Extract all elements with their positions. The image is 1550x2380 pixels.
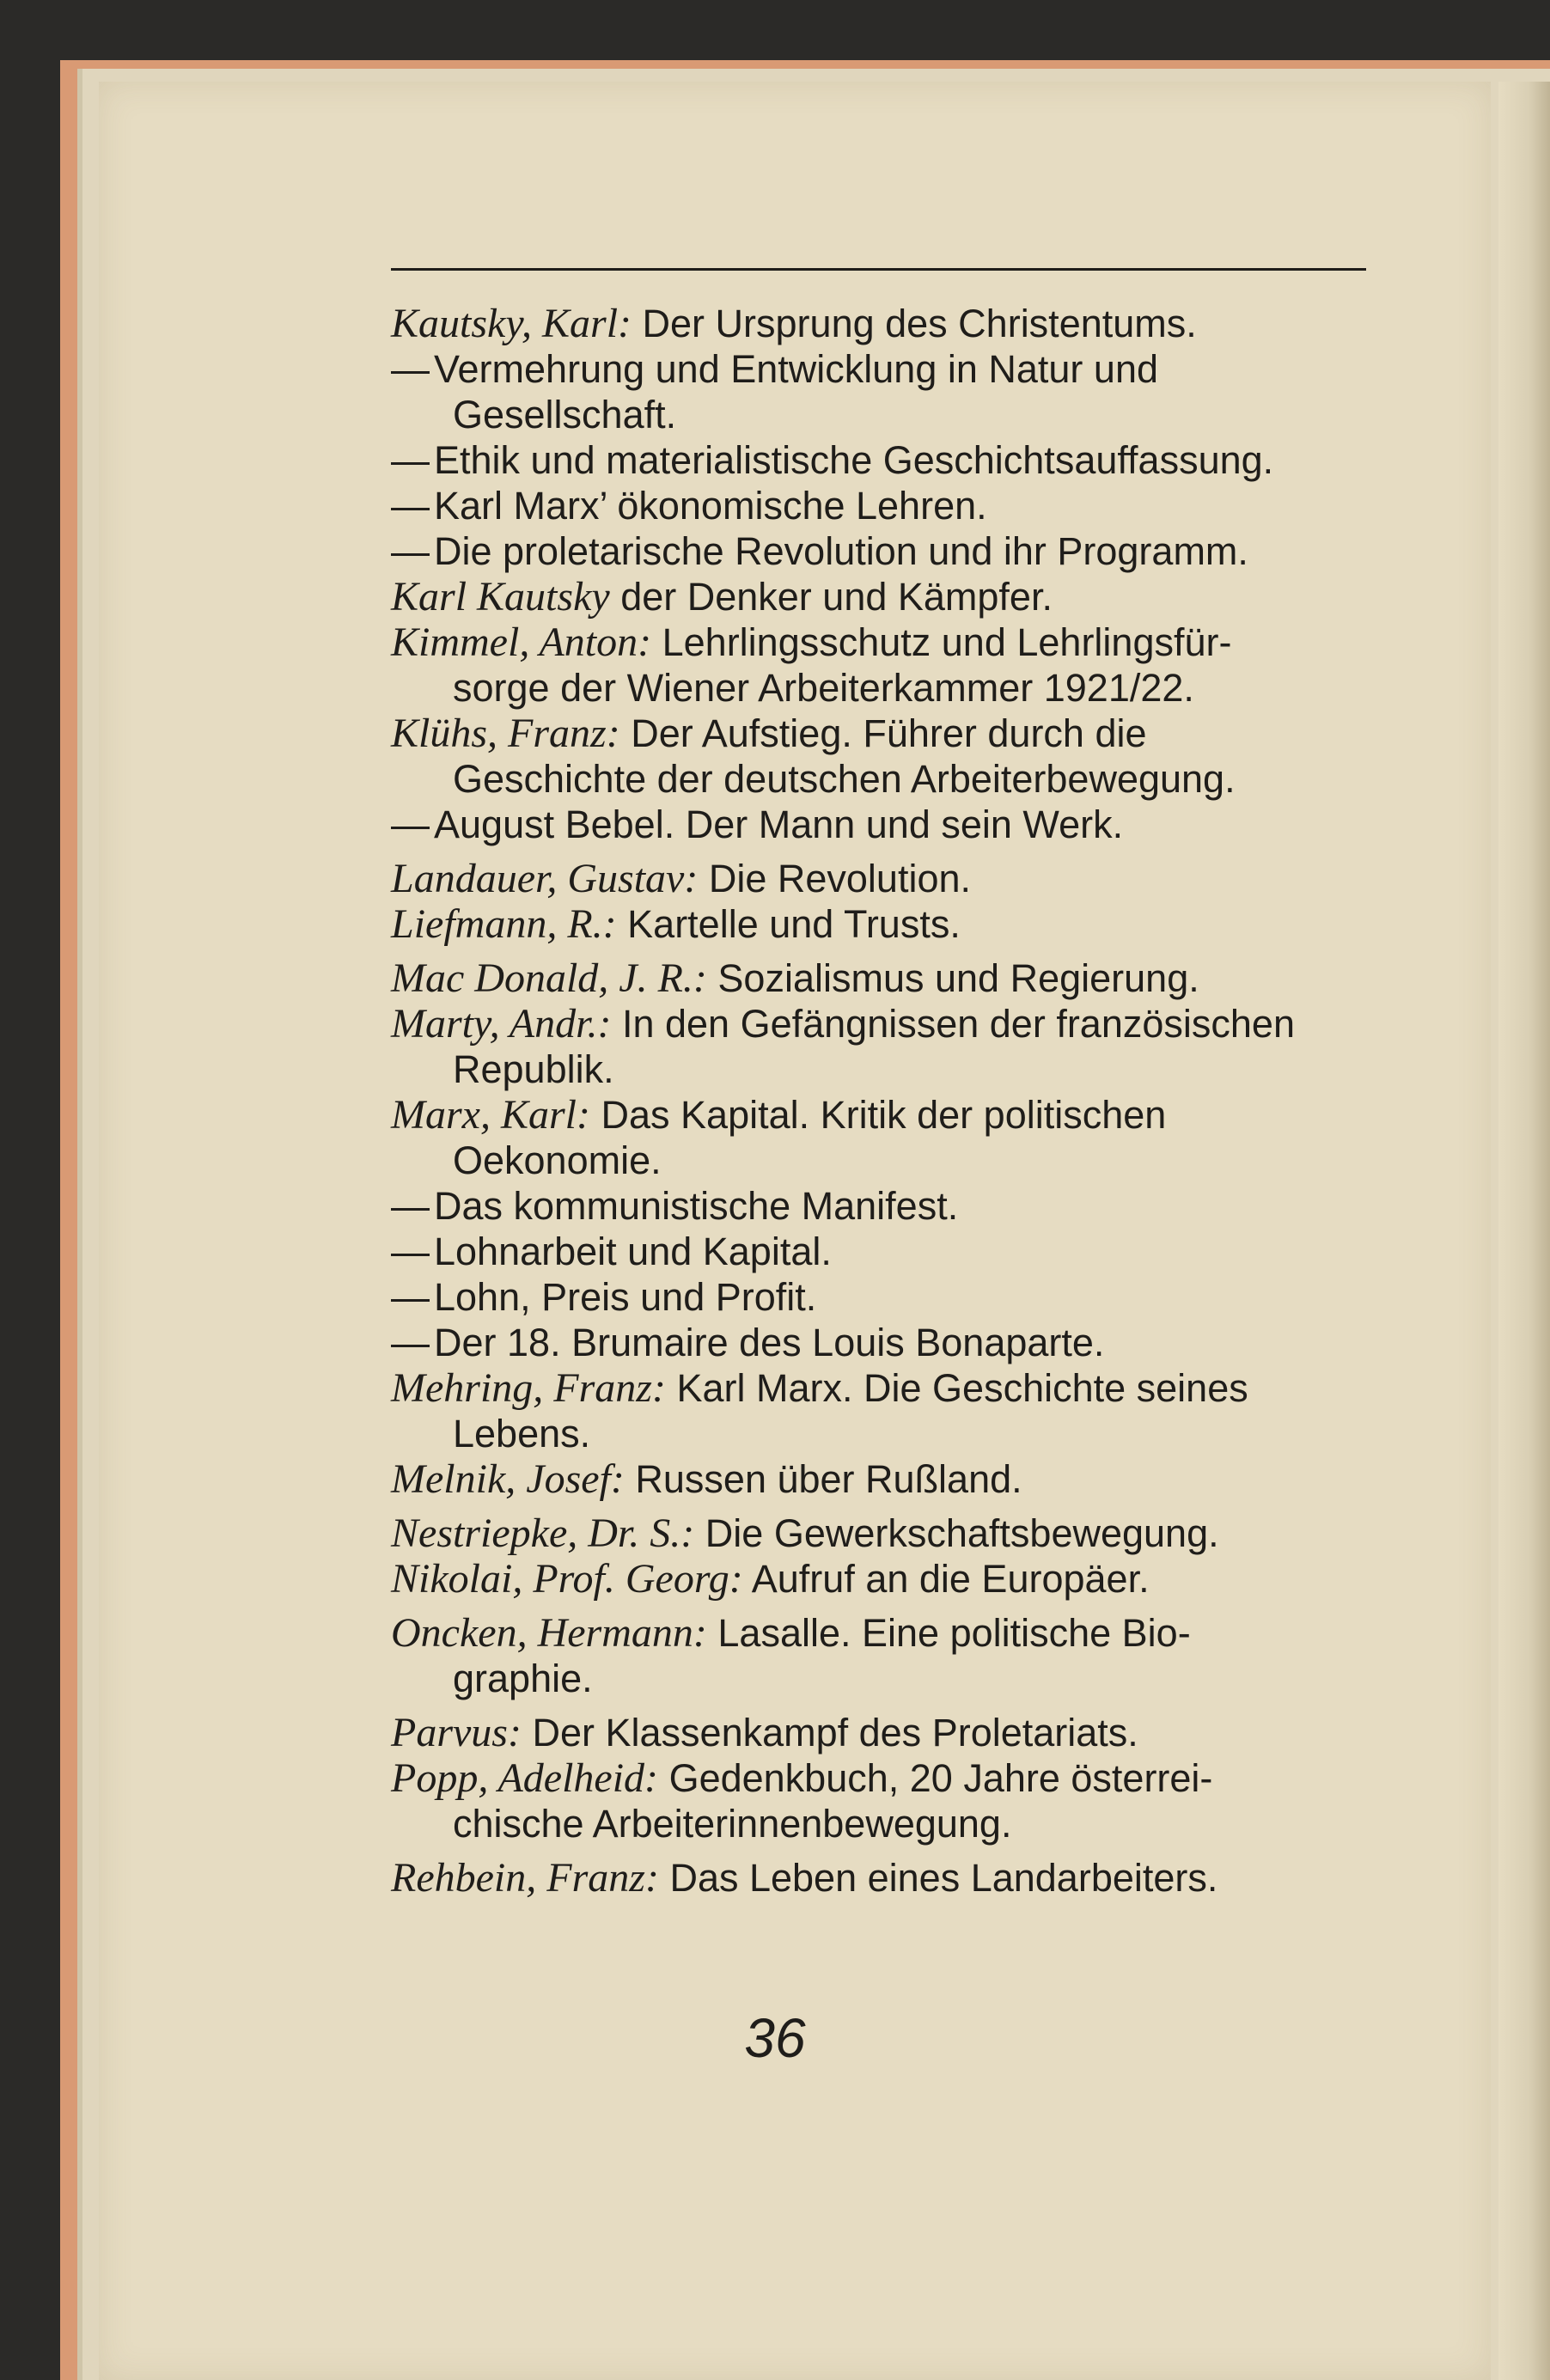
entry-title-text: Lasalle. Eine politische Bio- [717,1611,1191,1655]
entry-title-text: graphie. [453,1657,593,1700]
bibliography-entry [391,1001,1379,1092]
entry-title-text: Sozialismus und Regierung. [717,956,1199,1000]
entry-line [391,1001,1379,1047]
entry-author: Landauer, Gustav: [391,856,699,901]
ditto-dash [391,1229,434,1274]
entry-title-text: Lohn, Preis und Profit. [434,1275,817,1319]
entry-continuation-line [391,756,1379,802]
bibliography-entry [391,1365,1379,1456]
ditto-dash [391,483,434,528]
entry-title-text: Lehrlingsschutz und Lehrlingsfür- [662,620,1232,664]
bibliography-entry [391,301,1379,346]
bibliography-entry [391,711,1379,802]
entry-line [391,346,1379,392]
bibliography-entry [391,955,1379,1001]
entry-title-text: Lohnarbeit und Kapital. [434,1230,832,1273]
entry-line [391,619,1379,665]
bibliography-entry [391,802,1379,847]
entry-line [391,1365,1379,1411]
entry-author: Nestriepke, Dr. S.: [391,1510,695,1556]
entry-line [391,1229,1379,1274]
bibliography-entry [391,528,1379,574]
entry-line [391,901,1379,947]
entry-line [391,1274,1379,1320]
entry-continuation-line [391,392,1379,437]
ditto-dash [391,346,434,392]
entry-continuation-line [391,665,1379,711]
bibliography-entry [391,1456,1379,1502]
bibliography-entry [391,1510,1379,1556]
entry-title-text: Der Aufstieg. Führer durch die [631,711,1147,755]
page-number: 36 [744,2007,806,2069]
entry-continuation-line [391,1411,1379,1456]
entry-author: Mehring, Franz: [391,1365,666,1411]
entry-author: Nikolai, Prof. Georg: [391,1556,743,1602]
ditto-dash [391,437,434,483]
entry-title-text: Republik. [453,1047,614,1091]
entry-author: Parvus: [391,1710,522,1755]
bibliography-entry [391,619,1379,711]
entry-line [391,1755,1379,1801]
bibliography-entry [391,1229,1379,1274]
entry-title-text: Karl Marx. Die Geschichte seines [676,1366,1248,1410]
ditto-dash [391,1274,434,1320]
entry-author: Rehbein, Franz: [391,1855,659,1901]
entry-author: Marx, Karl: [391,1092,590,1138]
entry-title-text: Ethik und materialistische Geschichtsauffassung. [434,438,1274,482]
entry-author: Liefmann, R.: [391,901,617,947]
entry-title-text: Die Revolution. [708,857,971,900]
ditto-dash [391,802,434,847]
ditto-dash [391,1320,434,1365]
entry-line [391,802,1379,847]
entry-title-text: Oekonomie. [453,1138,662,1182]
entry-title-text: Gesellschaft. [453,393,677,436]
entry-line [391,1610,1379,1656]
entry-author: Melnik, Josef: [391,1456,625,1502]
entry-title-text: Das Kapital. Kritik der politischen [601,1093,1167,1137]
entry-title-text: der Denker und Kämpfer. [620,575,1053,619]
bibliography-entry [391,1092,1379,1183]
bibliography-entry [391,437,1379,483]
entry-title-text: August Bebel. Der Mann und sein Werk. [434,802,1124,846]
entry-line [391,437,1379,483]
entry-line [391,1456,1379,1502]
bibliography-entry [391,1755,1379,1846]
entry-title-text: Der 18. Brumaire des Louis Bonaparte. [434,1321,1105,1364]
entry-author: Marty, Andr.: [391,1001,612,1047]
bibliography-entry [391,901,1379,947]
entry-line [391,1556,1379,1602]
entry-title-text: Das Leben eines Landarbeiters. [669,1856,1218,1900]
bibliography-entry [391,574,1379,619]
entry-continuation-line [391,1047,1379,1092]
entry-line [391,301,1379,346]
entry-title-text: Der Ursprung des Christentums. [642,302,1197,345]
entry-title-text: sorge der Wiener Arbeiterkammer 1921/22. [453,666,1194,710]
bibliography-entry [391,1556,1379,1602]
entry-author: Karl Kautsky [391,574,610,619]
bibliography-entry [391,483,1379,528]
header-rule [391,268,1366,271]
entry-line [391,1320,1379,1365]
entry-line [391,1855,1379,1901]
entry-title-text: Lebens. [453,1412,591,1455]
entry-title-text: chische Arbeiterinnenbewegung. [453,1802,1012,1846]
entry-continuation-line [391,1801,1379,1846]
entry-title-text: Das kommunistische Manifest. [434,1184,959,1228]
bibliography-entry [391,1855,1379,1901]
entry-line [391,1510,1379,1556]
entry-line [391,955,1379,1001]
entry-author: Kimmel, Anton: [391,619,652,665]
entry-line [391,574,1379,619]
entry-line [391,1183,1379,1229]
bibliography-entry [391,1274,1379,1320]
entry-line [391,483,1379,528]
entry-author: Popp, Adelheid: [391,1755,659,1801]
entry-title-text: Die Gewerkschaftsbewegung. [705,1511,1219,1555]
ditto-dash [391,1183,434,1229]
entry-title-text: Russen über Rußland. [635,1457,1022,1501]
entry-title-text: In den Gefängnissen der französischen [621,1002,1295,1046]
entry-author: Oncken, Hermann: [391,1610,707,1656]
bibliography-entry [391,1183,1379,1229]
bibliography-entry [391,1710,1379,1755]
entry-line [391,1092,1379,1138]
entry-author: Kautsky, Karl: [391,301,632,346]
ditto-dash [391,528,434,574]
entry-title-text: Vermehrung und Entwicklung in Natur und [434,347,1159,391]
entry-continuation-line [391,1656,1379,1701]
entry-title-text: Geschichte der deutschen Arbeiterbewegung. [453,757,1236,801]
bibliography-entry [391,856,1379,901]
entry-title-text: Aufruf an die Europäer. [751,1557,1150,1601]
entry-line [391,1710,1379,1755]
entry-title-text: Der Klassenkampf des Proletariats. [532,1711,1138,1754]
entry-title-text: Kartelle und Trusts. [627,902,961,946]
entry-continuation-line [391,1138,1379,1183]
bibliography-list [391,301,1379,1901]
entry-title-text: Karl Marx’ ökonomische Lehren. [434,484,987,528]
bibliography-entry [391,1320,1379,1365]
entry-line [391,528,1379,574]
bibliography-entry [391,346,1379,437]
entry-title-text: Gedenkbuch, 20 Jahre österrei- [668,1756,1213,1800]
bibliography-entry [391,1610,1379,1701]
entry-author: Klühs, Franz: [391,711,620,756]
entry-title-text: Die proletarische Revolution und ihr Programm. [434,529,1248,573]
entry-line [391,711,1379,756]
entry-author: Mac Donald, J. R.: [391,955,707,1001]
entry-line [391,856,1379,901]
